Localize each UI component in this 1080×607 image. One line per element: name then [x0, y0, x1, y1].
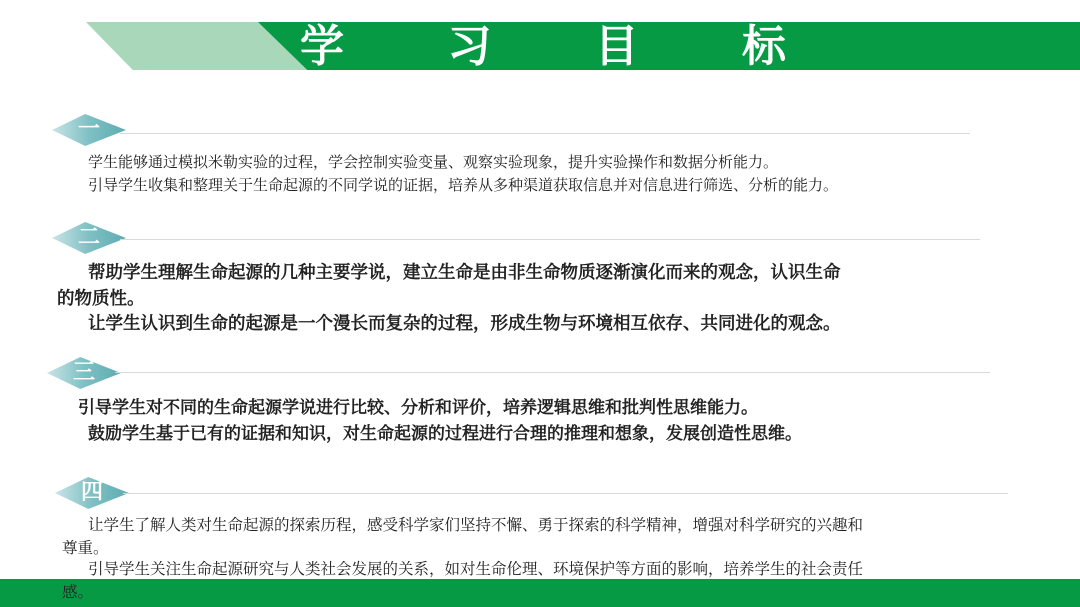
section-divider-4 [123, 493, 1008, 494]
section-4-line-2: 尊重。 [62, 539, 109, 557]
section-number-3: 三 [72, 360, 95, 385]
section-number-2: 二 [77, 225, 100, 250]
section-2-line-2: 的物质性。 [57, 289, 145, 309]
section-divider-3 [115, 372, 990, 373]
page-title: 学 习 目 标 [300, 21, 830, 72]
section-2-line-1: 帮助学生理解生命起源的几种主要学说，建立生命是由非生命物质逐渐演化而来的观念，认识生命 [88, 263, 841, 283]
section-1-line-2: 引导学生收集和整理关于生命起源的不同学说的证据，培养从多种渠道获取信息并对信息进行筛选、分析的能力。 [88, 176, 839, 194]
section-3-line-1: 引导学生对不同的生命起源学说进行比较、分析和评价，培养逻辑思维和批判性思维能力。 [78, 398, 758, 418]
section-2-line-3: 让学生认识到生命的起源是一个漫长而复杂的过程，形成生物与环境相互依存、共同进化的观念。 [88, 314, 841, 334]
section-4-line-1: 让学生了解人类对生命起源的探索历程，感受科学家们坚持不懈、勇于探索的科学精神，增强对科学研究的兴趣和 [88, 516, 864, 534]
section-number-1: 一 [77, 117, 100, 142]
section-4-line-3: 引导学生关注生命起源研究与人类社会发展的关系，如对生命伦理、环境保护等方面的影响，培养学生的社会责任 [88, 560, 864, 578]
section-number-4: 四 [80, 480, 103, 505]
section-1-line-1: 学生能够通过模拟米勒实验的过程，学会控制实验变量、观察实验现象，提升实验操作和数据分析能力。 [88, 153, 779, 171]
section-3-line-2: 鼓励学生基于已有的证据和知识，对生命起源的过程进行合理的推理和想象，发展创造性思维。 [88, 424, 802, 444]
footer-bar [0, 579, 1080, 607]
section-divider-1 [120, 133, 970, 134]
section-4-line-4: 感。 [62, 583, 94, 601]
section-divider-2 [120, 239, 980, 240]
